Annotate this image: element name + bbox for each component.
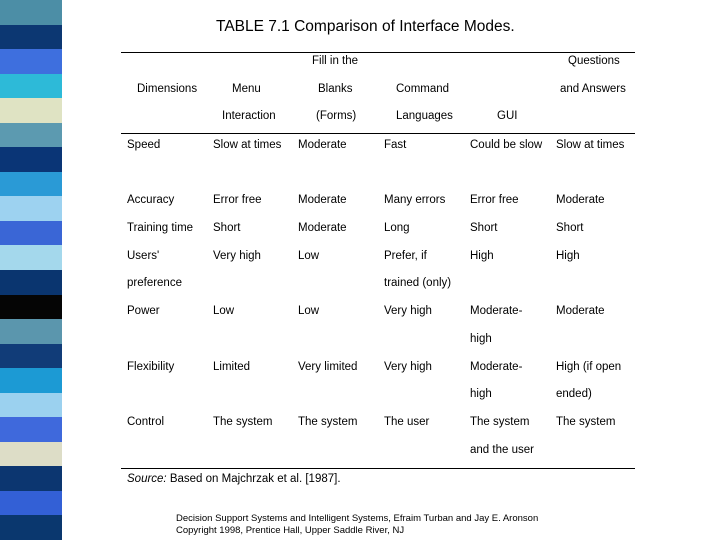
table-dimension-label: Accuracy <box>127 194 175 206</box>
table-cell: The system <box>470 416 530 428</box>
table-header-cell: Command <box>396 83 450 95</box>
table-cell: High (if open <box>556 361 622 373</box>
source-label: Source: <box>127 473 167 485</box>
table-cell: Very high <box>213 250 261 262</box>
table-cell: Slow at times <box>213 139 282 151</box>
table-cell: Short <box>213 222 241 234</box>
table-header-cell: (Forms) <box>316 110 357 122</box>
table-cell: Low <box>298 250 320 262</box>
table-header-cell: Questions <box>568 55 620 67</box>
table-cell: Moderate- <box>470 305 523 317</box>
table-cell: Moderate <box>298 222 347 234</box>
table-cell: Fast <box>384 139 407 151</box>
table-dimension-label: Power <box>127 305 160 317</box>
table-cell: Moderate <box>298 139 347 151</box>
table-header-cell: Fill in the <box>312 55 359 67</box>
table-dimension-label: Users' <box>127 250 160 262</box>
table-cell: High <box>470 250 494 262</box>
table-cell: Limited <box>213 361 251 373</box>
table-cell: Short <box>556 222 584 234</box>
table-header-cell: GUI <box>497 110 518 122</box>
stripe-block <box>0 123 62 148</box>
table-cell: Moderate- <box>470 361 523 373</box>
table-dimension-label: Speed <box>127 139 161 151</box>
table-header-cell: Dimensions <box>137 83 198 95</box>
table-header-cell: Interaction <box>222 110 276 122</box>
table-cell: Low <box>213 305 235 317</box>
table-cell: high <box>470 333 492 345</box>
footer-line-2: Copyright 1998, Prentice Hall, Upper Saddle River, NJ <box>176 525 405 536</box>
stripe-block <box>0 491 62 516</box>
stripe-block <box>0 344 62 369</box>
table-cell: The system <box>556 416 616 428</box>
table-cell: The system <box>213 416 273 428</box>
table-cell: Error free <box>213 194 262 206</box>
table-cell: Moderate <box>298 194 347 206</box>
stripe-block <box>0 442 62 467</box>
table-cell: ended) <box>556 388 592 400</box>
source-text: Based on Majchrzak et al. [1987]. <box>166 473 341 485</box>
source-note <box>127 473 341 485</box>
table-header-cell: Menu <box>232 83 261 95</box>
table-header-cell: Languages <box>396 110 453 122</box>
table-cell: Short <box>470 222 498 234</box>
stripe-block <box>0 270 62 295</box>
table-header-rule <box>121 133 635 134</box>
table-header-cell: Blanks <box>318 83 353 95</box>
stripe-block <box>0 0 62 25</box>
stripe-block <box>0 368 62 393</box>
table-header-cell: and Answers <box>560 83 626 95</box>
table-top-rule <box>121 52 635 53</box>
table-dimension-label: Training time <box>127 222 194 234</box>
footer-line-1: Decision Support Systems and Intelligent Systems, Efraim Turban and Jay E. Aronson <box>176 513 539 524</box>
stripe-block <box>0 393 62 418</box>
table-dimension-label: Control <box>127 416 165 428</box>
table-cell: Long <box>384 222 410 234</box>
table-cell: Very high <box>384 305 432 317</box>
table-title: TABLE 7.1 Comparison of Interface Modes. <box>216 18 515 35</box>
table-cell: Low <box>298 305 320 317</box>
table-cell: Error free <box>470 194 519 206</box>
table-bottom-rule <box>121 468 635 469</box>
stripe-block <box>0 49 62 74</box>
stripe-block <box>0 147 62 172</box>
stripe-block <box>0 417 62 442</box>
table-cell: The system <box>298 416 358 428</box>
table-dimension-label: preference <box>127 277 182 289</box>
table-cell: and the user <box>470 444 534 456</box>
stripe-block <box>0 98 62 123</box>
table-cell: Many errors <box>384 194 446 206</box>
table-cell: Moderate <box>556 194 605 206</box>
table-cell: high <box>470 388 492 400</box>
table-cell: The user <box>384 416 430 428</box>
stripe-block <box>0 25 62 50</box>
stripe-block <box>0 196 62 221</box>
table-cell: Moderate <box>556 305 605 317</box>
stripe-block <box>0 74 62 99</box>
table-cell: High <box>556 250 580 262</box>
stripe-block <box>0 515 62 540</box>
stripe-block <box>0 221 62 246</box>
table-cell: Very limited <box>298 361 358 373</box>
stripe-block <box>0 295 62 320</box>
stripe-block <box>0 319 62 344</box>
stripe-block <box>0 466 62 491</box>
stripe-block <box>0 245 62 270</box>
table-cell: Could be slow <box>470 139 543 151</box>
table-cell: trained (only) <box>384 277 452 289</box>
table-dimension-label: Flexibility <box>127 361 175 373</box>
table-cell: Slow at times <box>556 139 625 151</box>
table-cell: Very high <box>384 361 432 373</box>
stripe-block <box>0 172 62 197</box>
table-cell: Prefer, if <box>384 250 427 262</box>
